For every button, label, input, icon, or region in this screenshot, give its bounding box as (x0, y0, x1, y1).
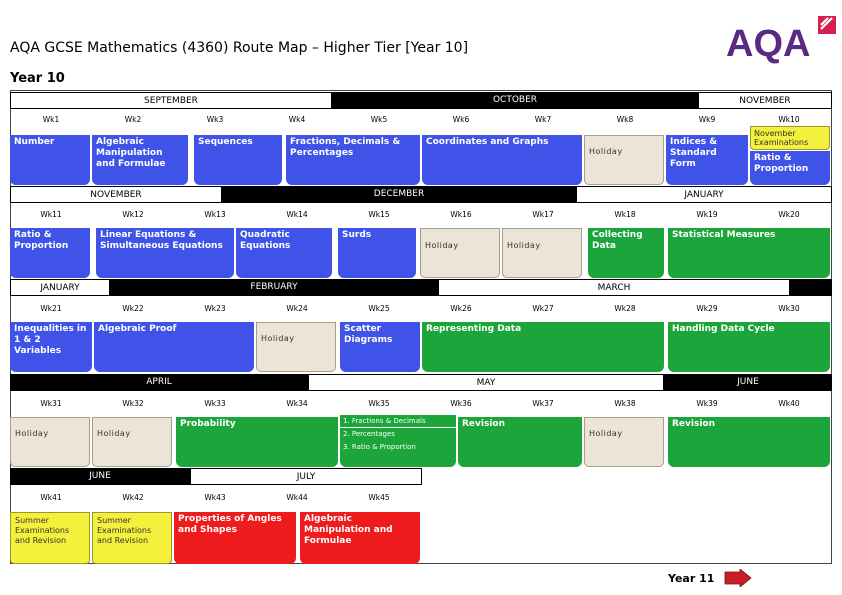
month-bar: MAY (308, 374, 664, 391)
topic-revision[interactable]: Revision (668, 417, 830, 467)
month-bar: APRIL (10, 374, 308, 391)
holiday-cell: Holiday (584, 135, 664, 185)
topic-collecting-data[interactable]: Collecting Data (588, 228, 664, 278)
week-label: Wk24 (286, 304, 308, 313)
holiday-cell: Holiday (10, 417, 90, 467)
aqa-logo (722, 14, 840, 64)
november-examinations: November Examinations (750, 126, 830, 150)
week-label: Wk10 (778, 115, 800, 124)
week-label: Wk43 (204, 493, 226, 502)
week-label: Wk40 (778, 399, 800, 408)
revision-item-fractions-decimals[interactable]: 1. Fractions & Decimals (340, 415, 456, 427)
week-label: Wk15 (368, 210, 390, 219)
month-bar: NOVEMBER (10, 186, 222, 203)
topic-quadratic-equations[interactable]: Quadratic Equations (236, 228, 332, 278)
topic-handling-data-cycle[interactable]: Handling Data Cycle (668, 322, 830, 372)
month-bar: OCTOBER (332, 92, 698, 109)
week-label: Wk7 (534, 115, 552, 124)
month-bar: JANUARY (10, 279, 110, 296)
topic-fractions-decimals-percentages[interactable]: Fractions, Decimals & Percentages (286, 135, 420, 185)
week-label: Wk45 (368, 493, 390, 502)
week-label: Wk8 (616, 115, 634, 124)
week-label: Wk3 (206, 115, 224, 124)
topic-sequences[interactable]: Sequences (194, 135, 282, 185)
topic-coordinates-graphs[interactable]: Coordinates and Graphs (422, 135, 582, 185)
week-label: Wk13 (204, 210, 226, 219)
revision-item-percentages[interactable]: 2. Percentages (340, 428, 456, 441)
logo-text: AQA (726, 23, 811, 64)
week-label: Wk6 (452, 115, 470, 124)
summer-examinations: Summer Examinations and Revision (10, 512, 90, 564)
week-label: Wk39 (696, 399, 718, 408)
week-label: Wk32 (122, 399, 144, 408)
week-label: Wk34 (286, 399, 308, 408)
week-label: Wk21 (40, 304, 62, 313)
topic-representing-data[interactable]: Representing Data (422, 322, 664, 372)
topic-number[interactable]: Number (10, 135, 90, 185)
next-arrow-icon[interactable] (724, 569, 752, 587)
topic-ratio-proportion[interactable]: Ratio & Proportion (750, 151, 830, 185)
topic-inequalities[interactable]: Inequalities in 1 & 2 Variables (10, 322, 92, 372)
week-label: Wk5 (370, 115, 388, 124)
week-label: Wk17 (532, 210, 554, 219)
topic-linear-simultaneous-equations[interactable]: Linear Equations & Simultaneous Equations (96, 228, 234, 278)
week-label: Wk16 (450, 210, 472, 219)
topic-ratio-proportion[interactable]: Ratio & Proportion (10, 228, 90, 278)
week-label: Wk2 (124, 115, 142, 124)
week-label: Wk27 (532, 304, 554, 313)
week-label: Wk38 (614, 399, 636, 408)
holiday-cell: Holiday (584, 417, 664, 467)
week-label: Wk41 (40, 493, 62, 502)
topic-algebraic-manipulation[interactable]: Algebraic Manipulation and Formulae (300, 512, 420, 564)
month-bar: DECEMBER (222, 186, 576, 203)
topic-algebraic-manipulation[interactable]: Algebraic Manipulation and Formulae (92, 135, 188, 185)
week-label: Wk35 (368, 399, 390, 408)
week-label: Wk20 (778, 210, 800, 219)
week-label: Wk42 (122, 493, 144, 502)
month-bar: JUNE (10, 468, 190, 485)
topic-surds[interactable]: Surds (338, 228, 416, 278)
holiday-cell: Holiday (420, 228, 500, 278)
month-bar: NOVEMBER (698, 92, 832, 109)
week-label: Wk26 (450, 304, 472, 313)
week-label: Wk28 (614, 304, 636, 313)
holiday-cell: Holiday (92, 417, 172, 467)
week-label: Wk12 (122, 210, 144, 219)
week-label: Wk22 (122, 304, 144, 313)
week-label: Wk11 (40, 210, 62, 219)
page-title: AQA GCSE Mathematics (4360) Route Map – Higher Tier [Year 10] (10, 40, 469, 56)
month-bar: MARCH (438, 279, 790, 296)
year-11-link[interactable]: Year 11 (668, 572, 715, 585)
week-label: Wk44 (286, 493, 308, 502)
topic-angles-shapes[interactable]: Properties of Angles and Shapes (174, 512, 296, 564)
holiday-cell: Holiday (256, 322, 336, 372)
month-bar: JANUARY (576, 186, 832, 203)
month-bar: JUNE (664, 374, 832, 391)
week-label: Wk36 (450, 399, 472, 408)
week-label: Wk19 (696, 210, 718, 219)
week-label: Wk18 (614, 210, 636, 219)
holiday-cell: Holiday (502, 228, 582, 278)
month-bar: JULY (190, 468, 422, 485)
topic-statistical-measures[interactable]: Statistical Measures (668, 228, 830, 278)
topic-probability[interactable]: Probability (176, 417, 338, 467)
topic-scatter-diagrams[interactable]: Scatter Diagrams (340, 322, 420, 372)
month-bar: FEBRUARY (110, 279, 438, 296)
week-label: Wk33 (204, 399, 226, 408)
revision-item-ratio-proportion[interactable]: 3. Ratio & Proportion (340, 441, 456, 467)
topic-revision[interactable]: Revision (458, 417, 582, 467)
week-label: Wk1 (42, 115, 60, 124)
week-label: Wk29 (696, 304, 718, 313)
year-heading: Year 10 (10, 71, 65, 86)
week-label: Wk37 (532, 399, 554, 408)
week-label: Wk31 (40, 399, 62, 408)
summer-examinations: Summer Examinations and Revision (92, 512, 172, 564)
topic-indices-standard-form[interactable]: Indices & Standard Form (666, 135, 748, 185)
week-label: Wk4 (288, 115, 306, 124)
week-label: Wk14 (286, 210, 308, 219)
month-bar: SEPTEMBER (10, 92, 332, 109)
week-label: Wk25 (368, 304, 390, 313)
week-label: Wk23 (204, 304, 226, 313)
week-label: Wk30 (778, 304, 800, 313)
month-bar-end (790, 279, 832, 296)
topic-algebraic-proof[interactable]: Algebraic Proof (94, 322, 254, 372)
week-label: Wk9 (698, 115, 716, 124)
